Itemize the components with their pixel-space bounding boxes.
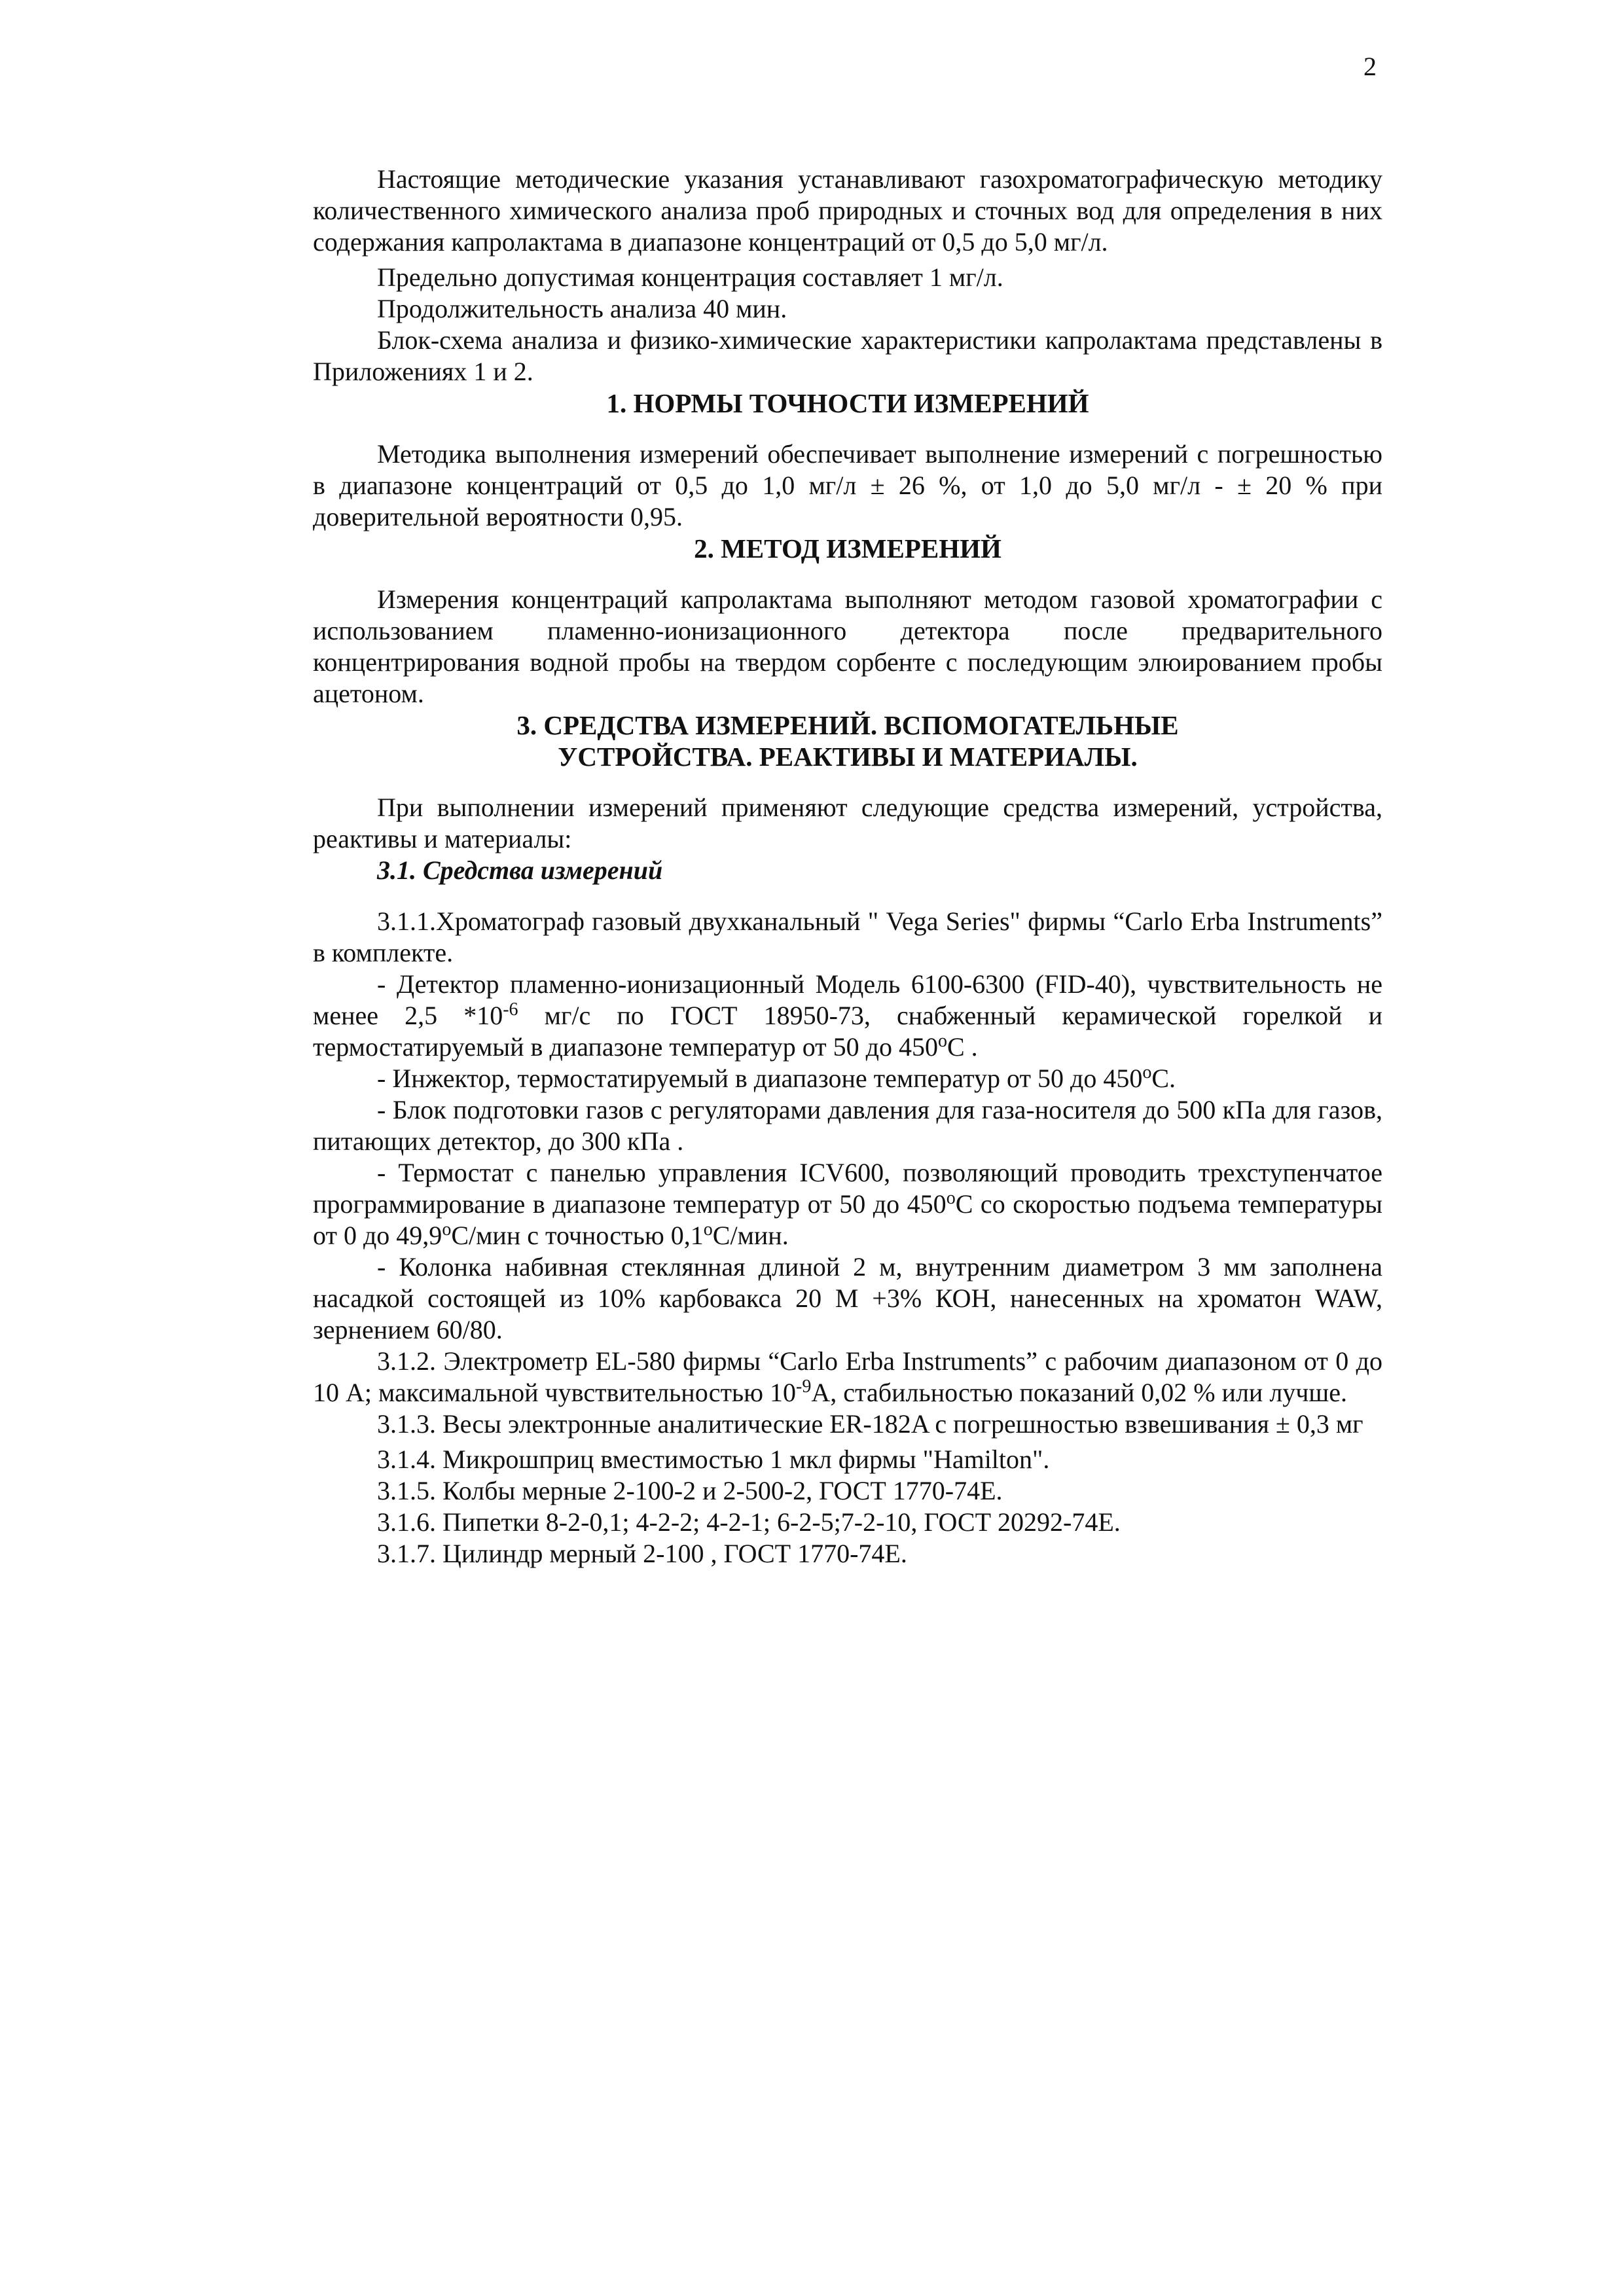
injector-text-a: - Инжектор, термостатируемый в диапазоне температур от 50 до 450 bbox=[377, 1064, 1143, 1093]
section-3-intro-paragraph: При выполнении измерений применяют следующие средства измерений, устройства, реактивы и материалы: bbox=[313, 793, 1382, 853]
intro-mpc-paragraph: Предельно допустимая концентрация составляет 1 мг/л. bbox=[377, 262, 1003, 292]
document-body bbox=[313, 164, 1382, 1570]
page-number: 2 bbox=[1363, 52, 1377, 81]
electrometer-text-a: 3.1.2. Электрометр EL-580 фирмы “Carlo Erba Instruments” с рабочим диапазоном от 0 до 10 А; максимальной чувствительностью 10 bbox=[313, 1346, 1382, 1407]
thermostat-text-c: С/мин с точностью 0,1 bbox=[451, 1221, 704, 1250]
item-3-1-3: 3.1.3. Весы электронные аналитические ER-182A с погрешностью взвешивания ± 0,3 мг bbox=[377, 1409, 1363, 1439]
section-2-paragraph: Измерения концентраций капролактама выполняют методом газовой хроматографии с использованием пламенно-ионизационного детектора после предварительного концентрирования водной пробы на твердом сорбенте с последующим элюированием пробы ацетоном. bbox=[313, 584, 1382, 708]
item-3-1-7: 3.1.7. Цилиндр мерный 2-100 , ГОСТ 1770-74Е. bbox=[377, 1539, 907, 1568]
intro-duration-paragraph: Продолжительность анализа 40 мин. bbox=[377, 294, 787, 323]
gas-block-paragraph: - Блок подготовки газов с регуляторами давления для газа-носителя до 500 кПа для газов, питающих детектор, до 300 кПа . bbox=[313, 1095, 1382, 1156]
column-paragraph: - Колонка набивная стеклянная длиной 2 м, внутренним диаметром 3 мм заполнена насадкой состоящей из 10% карбовакса 20 М +3% КОН, нанесенных на хроматон WAW, зернением 60/80. bbox=[313, 1252, 1382, 1344]
item-3-1-6: 3.1.6. Пипетки 8-2-0,1; 4-2-2; 4-2-1; 6-2-5;7-2-10, ГОСТ 20292-74Е. bbox=[377, 1507, 1121, 1537]
detector-text-c: С . bbox=[947, 1032, 978, 1062]
item-3-1-2 bbox=[313, 1346, 1382, 1408]
injector-degree: о bbox=[1142, 1062, 1152, 1083]
injector-text-c: С. bbox=[1151, 1064, 1176, 1093]
intro-appendix-paragraph: Блок-схема анализа и физико-химические характеристики капролактама представлены в Приложениях 1 и 2. bbox=[313, 325, 1382, 386]
item-3-1-5: 3.1.5. Колбы мерные 2-100-2 и 2-500-2, ГОСТ 1770-74Е. bbox=[377, 1476, 1003, 1505]
subsection-3-1-heading: 3.1. Средства измерений bbox=[377, 855, 663, 885]
detector-degree: о bbox=[938, 1031, 947, 1051]
section-2-heading: 2. МЕТОД ИЗМЕРЕНИЙ bbox=[694, 533, 1001, 564]
thermostat-degree-2: о bbox=[442, 1219, 452, 1240]
section-3-heading bbox=[313, 709, 1382, 772]
item-3-1-1: 3.1.1.Хроматограф газовый двухканальный " Vega Series" фирмы “Carlo Erba Instruments” в комплекте. bbox=[313, 906, 1382, 967]
thermostat-degree-3: о bbox=[703, 1219, 713, 1240]
thermostat-degree-1: о bbox=[946, 1188, 956, 1208]
intro-paragraph: Настоящие методические указания устанавливают газохроматографическую методику количественного химического анализа проб природных и сточных вод для определения в них содержания капролактама в диапазоне концентраций от 0,5 до 5,0 мг/л. bbox=[313, 164, 1382, 257]
detector-text-a: - Детектор пламенно-ионизационный Модель 6100-6300 (FID-40), чувствительность не менее 2,5 *10 bbox=[313, 969, 1382, 1030]
section-1-paragraph: Методика выполнения измерений обеспечивает выполнение измерений с погрешностью в диапазоне концентраций от 0,5 до 1,0 мг/л ± 26 %, от 1,0 до 5,0 мг/л - ± 20 % при доверительной вероятности 0,95. bbox=[313, 439, 1382, 531]
thermostat-text-a: - Термостат с панелью управления ICV600, позволяющий проводить трехступенчатое программирование в диапазоне температур от 50 до 450 bbox=[313, 1158, 1382, 1219]
item-3-1-4: 3.1.4. Микрошприц вместимостью 1 мкл фирмы "Hamilton". bbox=[377, 1444, 1050, 1474]
electrometer-text-b: А, стабильностью показаний 0,02 % или лучше. bbox=[811, 1378, 1347, 1407]
thermostat-text-b: С со скоростью подъема температуры от 0 до 49,9 bbox=[313, 1189, 1382, 1250]
detector-paragraph bbox=[313, 969, 1382, 1063]
thermostat-text-d: С/мин. bbox=[712, 1221, 789, 1250]
injector-paragraph bbox=[313, 1063, 1382, 1094]
section-3-heading-line-2: УСТРОЙСТВА. РЕАКТИВЫ И МАТЕРИАЛЫ. bbox=[558, 742, 1138, 772]
section-1-heading: 1. НОРМЫ ТОЧНОСТИ ИЗМЕРЕНИЙ bbox=[606, 388, 1089, 418]
thermostat-paragraph bbox=[313, 1157, 1382, 1251]
detector-text-b: мг/с по ГОСТ 18950-73, снабженный керамической горелкой и термостатируемый в диапазоне температур от 50 до 450 bbox=[313, 1001, 1382, 1062]
detector-exponent: -6 bbox=[503, 999, 518, 1020]
section-3-heading-line-1: 3. СРЕДСТВА ИЗМЕРЕНИЙ. ВСПОМОГАТЕЛЬНЫЕ bbox=[516, 710, 1179, 740]
electrometer-exponent: -9 bbox=[796, 1376, 812, 1397]
